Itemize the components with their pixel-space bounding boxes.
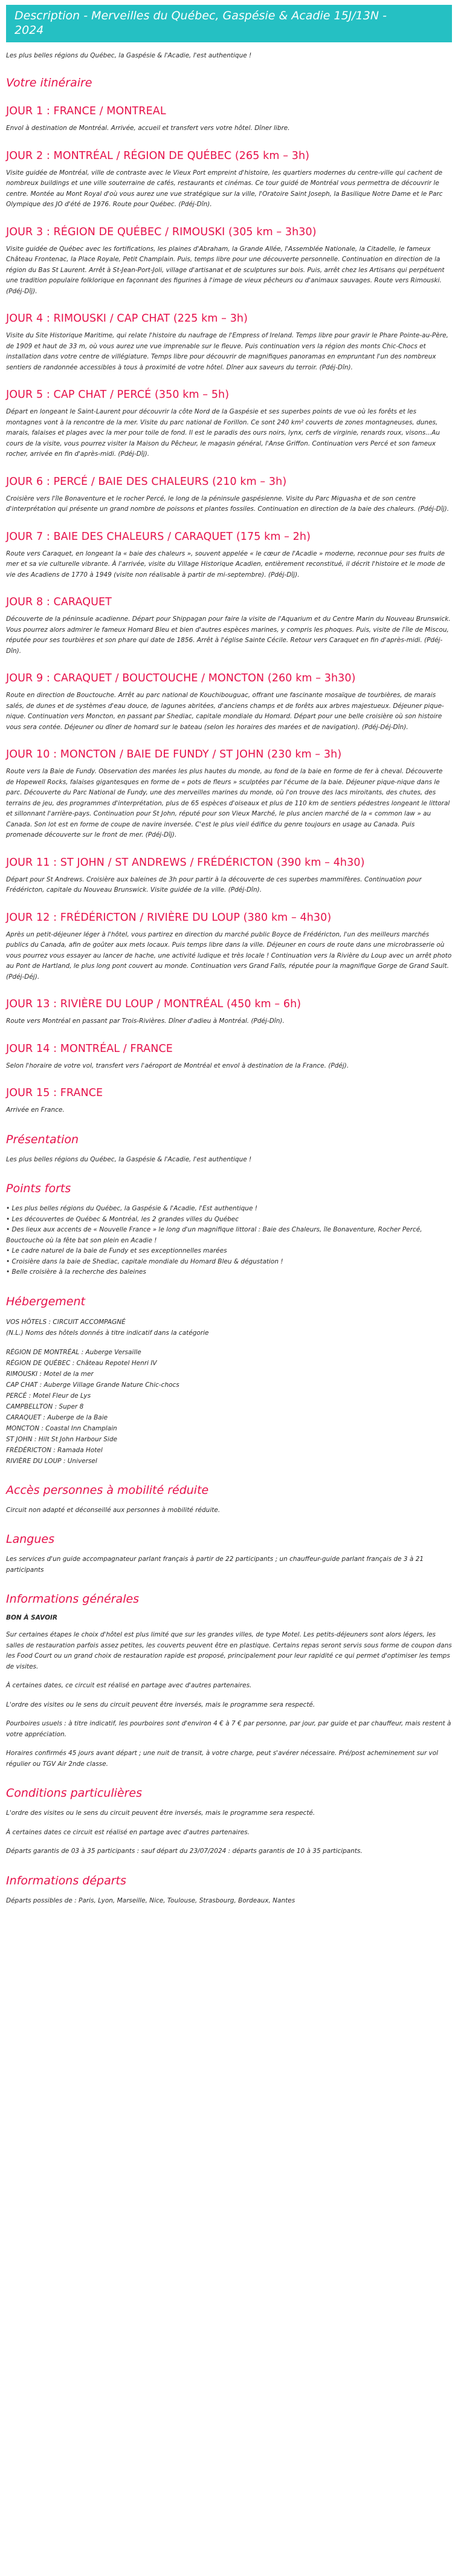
intro-text: Les plus belles régions du Québec, la Gaspésie & l'Acadie, l'est authentique ! bbox=[6, 52, 252, 59]
highlights-list bbox=[6, 1204, 452, 1278]
hotel-entry: CARAQUET : Auberge de la Baie bbox=[6, 1413, 108, 1421]
hotel-entry: CAP CHAT : Auberge Village Grande Nature Chic-chocs bbox=[6, 1381, 179, 1389]
info-paragraph: À certaines dates, ce circuit est réalisé en partage avec d'autres partenaires. bbox=[6, 1682, 252, 1689]
languages-text: Les services d'un guide accompagnateur parlant français à partir de 22 participants ; un chauffeur-guide parlant français de 3 à 21 participants bbox=[6, 1556, 424, 1574]
accessibility-text: Circuit non adapté et déconseillé aux personnes à mobilité réduite. bbox=[6, 1506, 221, 1514]
lodging-subtitle: VOS HÔTELS : CIRCUIT ACCOMPAGNÉ bbox=[6, 1318, 126, 1326]
conditions-paragraphs bbox=[6, 1808, 452, 1857]
departures-text: Départs possibles de : Paris, Lyon, Marseille, Nice, Toulouse, Strasbourg, Bordeaux, Nantes bbox=[6, 1896, 295, 1904]
day-description: Après un petit-déjeuner léger à l'hôtel, vous partirez en direction du marché public Boyce de Frédéricton, l'un des meilleurs marchés publics du Canada, afin de goûter aux mets locaux. Puis temps libre dans la ville. Déjeuner en cours de route dans une microbrasserie où vous pourrez vous essayer au lancer de hache, une activité ludique et très locale ! Continuation vers la Rivière du Loup avec un arrêt photo au Pont de Hartland, le plus long pont couvert au monde. Continuation vers Grand Falls, réputée pour la magnifique Gorge de Grand Sault. (Pdéj-Déj). bbox=[6, 930, 452, 981]
day-title: JOUR 15 : FRANCE bbox=[6, 1087, 103, 1099]
day-title: JOUR 5 : CAP CHAT / PERCÉ (350 km – 5h) bbox=[6, 389, 230, 401]
accessibility-title: Accès personnes à mobilité réduite bbox=[6, 1483, 209, 1497]
day-title: JOUR 8 : CARAQUET bbox=[6, 596, 112, 608]
hotel-entry: CAMPBELLTON : Super 8 bbox=[6, 1403, 84, 1410]
day-description: Envol à destination de Montréal. Arrivée, accueil et transfert vers votre hôtel. Dîner libre. bbox=[6, 125, 290, 132]
content bbox=[0, 52, 458, 1906]
day-description: Route vers la Baie de Fundy. Observation des marées les plus hautes du monde, au fond de la baie en forme de fer à cheval. Découverte de Hopewell Rocks, falaises gigantesques en forme de « pots de fleurs » sculptées par l'écume de la baie. Déjeuner pique-nique dans le parc. Découverte du Parc National de Fundy, une des merveilles marines du monde, où l'on trouve des lacs miroitants, des chutes, des terrains de jeu, des programmes d'interprétation, plus de 65 espèces d'oiseaux et plus de 110 km de sentiers pédestres longeant le littoral et sillonnant l'arrière-pays. Continuation pour St John, réputé pour son Vieux Marché, le plus ancien marché de la « common law » au Canada. Son lot est en forme de coupe de navire inversée. C'est le plus vieil édifice du genre toujours en usage au Canada. Puis promenade découverte sur le front de mer. (Pdéj-Dîj). bbox=[6, 768, 450, 839]
day-title: JOUR 7 : BAIE DES CHALEURS / CARAQUET (175 km – 2h) bbox=[6, 530, 311, 543]
info-paragraph: Pourboires usuels : à titre indicatif, les pourboires sont d'environ 4 € à 7 € par personne, par jour, par guide et par chauffeur, mais restent à votre appréciation. bbox=[6, 1720, 451, 1738]
day-description: Visite du Site Historique Maritime, qui relate l'histoire du naufrage de l'Empress of Ireland. Temps libre pour gravir le Phare Pointe-au-Père, de 1909 et haut de 33 m, où vous aurez une vue imprenable sur le fleuve. Puis continuation vers la région des monts Chic-Chocs et installation dans votre centre de villégiature. Temps libre pour découvrir de magnifiques panoramas en empruntant l'un des nombreux sentiers de randonnée accessibles à tous à proximité de votre hôtel. Dîner aux saveurs du terroir. (Pdéj-Dîn). bbox=[6, 332, 448, 371]
highlight-item: • Le cadre naturel de la baie de Fundy et ses exceptionnelles marées bbox=[6, 1247, 227, 1254]
itinerary-days bbox=[6, 105, 452, 1116]
highlight-item: • Des lieux aux accents de « Nouvelle France » le long d'un magnifique littoral : Baie des Chaleurs, île Bonaventure, Rocher Percé, Bouctouche où la fête bat son plein en Acadie ! bbox=[6, 1226, 422, 1244]
lodging-title: Hébergement bbox=[6, 1294, 85, 1308]
hotel-entry: ST JOHN : Hilt St John Harbour Side bbox=[6, 1435, 117, 1443]
general-info-paragraphs bbox=[6, 1630, 452, 1770]
day-title: JOUR 13 : RIVIÈRE DU LOUP / MONTRÉAL (450 km – 6h) bbox=[6, 998, 302, 1010]
page bbox=[0, 5, 458, 1906]
day-description: Arrivée en France. bbox=[6, 1106, 65, 1114]
hotel-entry: FRÉDÉRICTON : Ramada Hotel bbox=[6, 1446, 103, 1454]
languages-title: Langues bbox=[6, 1533, 54, 1546]
good-to-know-heading: BON À SAVOIR bbox=[6, 1614, 57, 1621]
day-title: JOUR 1 : FRANCE / MONTREAL bbox=[6, 105, 166, 117]
day-description: Croisière vers l'île Bonaventure et le rocher Percé, le long de la péninsule gaspésienne. Visite du Parc Miguasha et de son centre d'interprétation qui présente un grand nombre de poissons et plantes fossiles. Continuation en direction de la baie des chaleurs. (Pdéj-Dîj). bbox=[6, 495, 450, 513]
hotel-list bbox=[6, 1347, 452, 1467]
hotel-entry: MONCTON : Coastal Inn Champlain bbox=[6, 1424, 117, 1432]
highlight-item: • Belle croisière à la recherche des baleines bbox=[6, 1268, 146, 1276]
day-description: Découverte de la péninsule acadienne. Départ pour Shippagan pour faire la visite de l'Aquarium et du Centre Marin du Nouveau Brunswick. Vous pourrez alors admirer le fameux Homard Bleu et bien d'autres espèces marines, y compris les phoques. Puis, visite de l'île de Miscou, réputée pour ses tourbières et son phare qui date de 1856. Arrêt à l'église Sainte Cécile. Retour vers Caraquet en fin d'après-midi. (Pdéj-Dîn). bbox=[6, 615, 451, 655]
info-paragraph: À certaines dates ce circuit est réalisé en partage avec d'autres partenaires. bbox=[6, 1828, 250, 1836]
highlight-item: • Les découvertes de Québec & Montréal, les 2 grandes villes du Québec bbox=[6, 1215, 239, 1223]
day-title: JOUR 6 : PERCÉ / BAIE DES CHALEURS (210 km – 3h) bbox=[6, 475, 287, 488]
info-paragraph: Horaires confirmés 45 jours avant départ ; une nuit de transit, à votre charge, peut s'avérer nécessaire. Pré/post acheminement sur vol régulier ou TGV Air 2nde classe. bbox=[6, 1750, 439, 1768]
day-title: JOUR 3 : RÉGION DE QUÉBEC / RIMOUSKI (305 km – 3h30) bbox=[6, 225, 317, 238]
departures-title: Informations départs bbox=[6, 1874, 126, 1887]
hotel-entry: RIVIÈRE DU LOUP : Universel bbox=[6, 1457, 97, 1465]
day-description: Visite guidée de Montréal, ville de contraste avec le Vieux Port empreint d'histoire, les quartiers modernes du centre-ville qui cachent de nombreux buildings et une ville souterraine de cafés, restaurants et cinémas. Ce tour guidé de Montréal vous permettra de découvrir le centre. Montée au Mont Royal d'où vous aurez une vue stratégique sur la ville, l'Oratoire Saint Joseph, la Basilique Notre Dame et le Parc Olympique des JO d'été de 1976. Route pour Québec. (Pdéj-Dîn). bbox=[6, 169, 443, 208]
day-title: JOUR 4 : RIMOUSKI / CAP CHAT (225 km – 3h) bbox=[6, 313, 248, 325]
presentation-title: Présentation bbox=[6, 1132, 79, 1146]
day-title: JOUR 2 : MONTRÉAL / RÉGION DE QUÉBEC (265 km – 3h) bbox=[6, 149, 310, 162]
day-description: Départ pour St Andrews. Croisière aux baleines de 3h pour partir à la découverte de ces superbes mammifères. Continuation pour Frédéricton, capitale du Nouveau Brunswick. Visite guidée de la ville. (Pdéj-Dîn). bbox=[6, 875, 422, 894]
hotel-entry: PERCÉ : Motel Fleur de Lys bbox=[6, 1392, 91, 1400]
page-banner bbox=[6, 5, 452, 42]
highlight-item: • Les plus belles régions du Québec, la Gaspésie & l'Acadie, l'Est authentique ! bbox=[6, 1205, 257, 1212]
info-paragraph: L'ordre des visites ou le sens du circuit peuvent être inversés, mais le programme sera respecté. bbox=[6, 1701, 315, 1708]
banner-title-line2: 2024 bbox=[15, 24, 44, 37]
highlight-item: • Croisière dans la baie de Shediac, capitale mondiale du Homard Bleu & dégustation ! bbox=[6, 1257, 283, 1265]
hotel-entry: RÉGION DE MONTRÉAL : Auberge Versaille bbox=[6, 1348, 141, 1356]
hotel-entry: RIMOUSKI : Motel de la mer bbox=[6, 1370, 94, 1378]
day-title: JOUR 9 : CARAQUET / BOUCTOUCHE / MONCTON (260 km – 3h30) bbox=[6, 672, 356, 684]
info-paragraph: Départs garantis de 03 à 35 participants : sauf départ du 23/07/2024 : départs garantis de 10 à 35 participants. bbox=[6, 1848, 363, 1855]
day-description: Selon l'horaire de votre vol, transfert vers l'aéroport de Montréal et envol à destination de la France. (Pdéj). bbox=[6, 1062, 349, 1069]
lodging-note: (N.L.) Noms des hôtels donnés à titre indicatif dans la catégorie bbox=[6, 1329, 209, 1337]
presentation-text: Les plus belles régions du Québec, la Gaspésie & l'Acadie, l'est authentique ! bbox=[6, 1155, 252, 1163]
info-paragraph: L'ordre des visites ou le sens du circuit peuvent être inversés, mais le programme sera respecté. bbox=[6, 1809, 315, 1817]
day-title: JOUR 12 : FRÉDÉRICTON / RIVIÈRE DU LOUP (380 km – 4h30) bbox=[6, 911, 332, 924]
day-description: Route vers Caraquet, en longeant la « baie des chaleurs », souvent appelée « le cœur de l'Acadie » moderne, reconnue pour ses fruits de mer et sa vie culturelle vibrante. À l'arrivée, visite du Village Historique Acadien, entièrement reconstitué, il décrit l'histoire et le mode de vie des Acadiens de 1770 à 1949 (visite non réalisable à partir de mi-septembre). (Pdéj-Dîj). bbox=[6, 550, 445, 579]
day-description: Visite guidée de Québec avec les fortifications, les plaines d'Abraham, la Grande Allée, l'Assemblée Nationale, la Citadelle, le fameux Château Frontenac, la Place Royale, Petit Champlain. Puis, temps libre pour une découverte personnelle. Continuation en direction de la région du Bas St Laurent. Arrêt à St-Jean-Port-Joli, village d'artisanat et de sculptures sur bois. Puis, arrêt chez les Artisans qui perpétuent une tradition populaire folklorique en façonnant des figurines à l'image de vieux pêcheurs ou d'animaux sauvages. Route vers Rimouski. (Pdéj-Dîj). bbox=[6, 245, 445, 295]
hotel-entry: RÉGION DE QUÉBEC : Château Repotel Henri IV bbox=[6, 1359, 157, 1367]
day-title: JOUR 11 : ST JOHN / ST ANDREWS / FRÉDÉRICTON (390 km – 4h30) bbox=[6, 856, 365, 869]
day-title: JOUR 10 : MONCTON / BAIE DE FUNDY / ST JOHN (230 km – 3h) bbox=[6, 748, 342, 761]
highlights-title: Points forts bbox=[6, 1182, 71, 1195]
day-description: Départ en longeant le Saint-Laurent pour découvrir la côte Nord de la Gaspésie et ses superbes points de vue où les forêts et les montagnes vont à la rencontre de la mer. Visite du parc national de Forillon. Ce sont 240 km² couverts de zones montagneuses, dunes, marais, falaises et plages avec la mer pour toile de fond. Il est le paradis des ours noirs, lynx, cerfs de virginie, renards roux, visons...Au cours de la visite, vous pourrez visiter la Maison du Pêcheur, le magasin général, l'Anse Griffon. Continuation vers Percé et son fameux rocher, arrivée en fin d'après-midi. (Pdéj-Dîj). bbox=[6, 408, 440, 458]
conditions-title: Conditions particulières bbox=[6, 1786, 142, 1800]
general-info-title: Informations générales bbox=[6, 1592, 140, 1606]
day-description: Route vers Montréal en passant par Trois-Rivières. Dîner d'adieu à Montréal. (Pdéj-Dîn). bbox=[6, 1017, 285, 1025]
itinerary-title: Votre itinéraire bbox=[6, 76, 92, 89]
day-title: JOUR 14 : MONTRÉAL / FRANCE bbox=[6, 1042, 173, 1055]
day-description: Route en direction de Bouctouche. Arrêt au parc national de Kouchibouguac, offrant une fascinante mosaïque de tourbières, de marais salés, de dunes et de systèmes d'eau douce, de lagunes abritées, d'anciens champs et de forêts aux arbres majestueux. Déjeuner pique-nique. Continuation vers Moncton, en passant par Shediac, capitale mondiale du Homard. Départ pour une belle croisière où son histoire vous sera contée. Déjeuner ou dîner de homard sur le bateau (selon les horaires des marées et de navigation). (Pdéj-Déj-Dîn). bbox=[6, 692, 444, 731]
banner-title-line1: Description - Merveilles du Québec, Gaspésie & Acadie 15J/13N - bbox=[15, 9, 387, 22]
info-paragraph: Sur certaines étapes le choix d'hôtel est plus limité que sur les grandes villes, de type Motel. Les petits-déjeuners sont alors légers, les salles de restauration parfois assez petites, les couverts peuvent être en plastique. Certains repas seront servis sous forme de coupon dans les Food Court ou un grand choix de restauration rapide est proposé, principalement pour leur rapidité ce qui permet d'optimiser les temps de visites. bbox=[6, 1631, 452, 1670]
